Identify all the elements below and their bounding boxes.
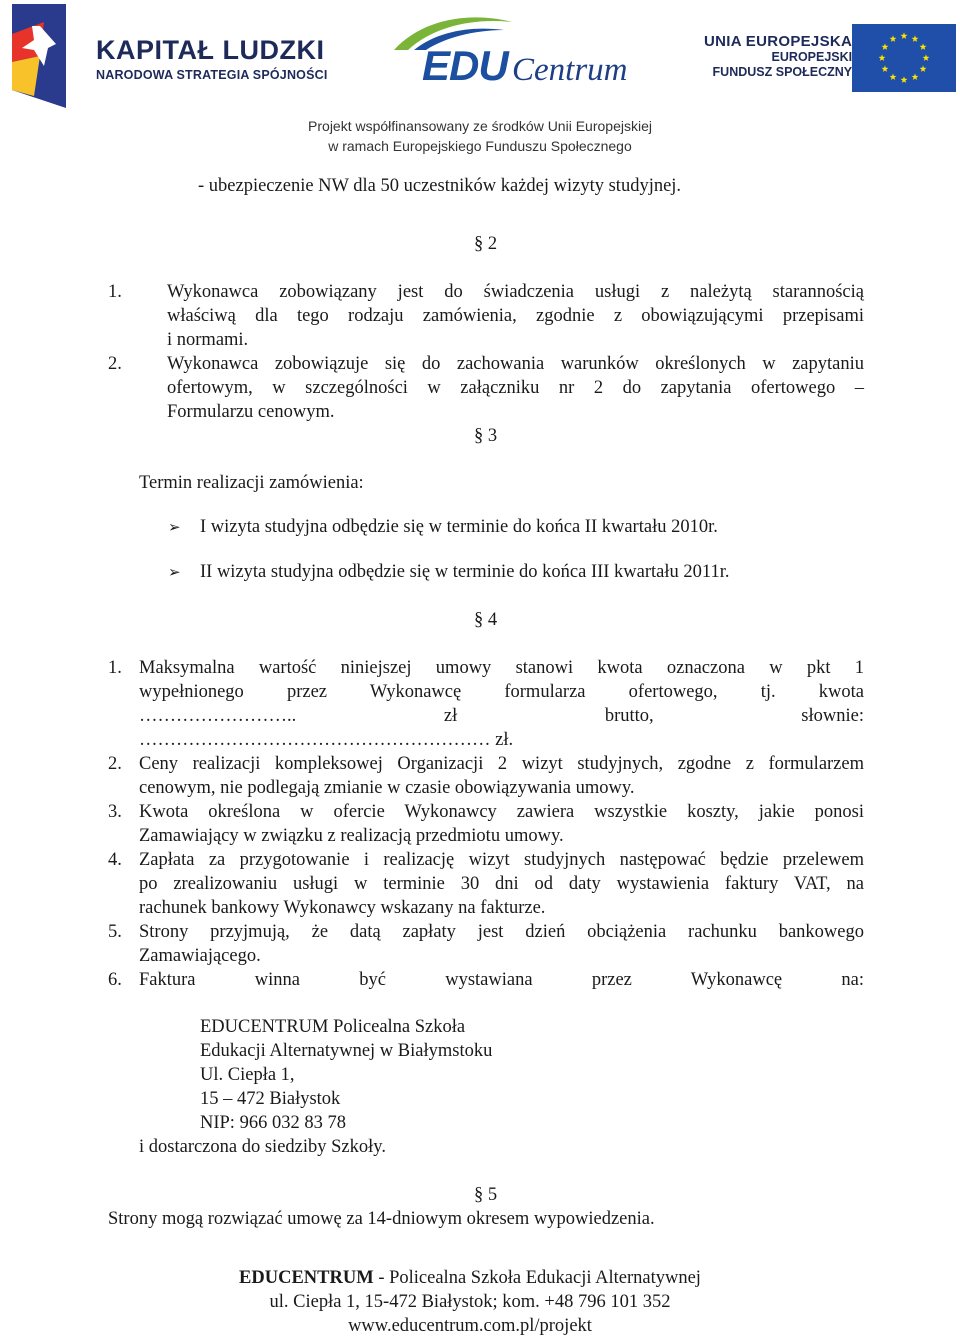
edu-brand-text: EDU — [422, 42, 508, 89]
s4-item4-line3: rachunek bankowy Wykonawcy wskazany na fakturze. — [139, 898, 546, 918]
eu-text — [704, 33, 852, 80]
section-5-heading: § 5 — [474, 1185, 498, 1205]
section-2-heading: § 2 — [474, 234, 498, 254]
s4-item2-number: 2. — [108, 754, 122, 774]
kapital-ludzki-title: KAPITAŁ LUDZKI — [96, 35, 325, 65]
arrow-bullet-icon: ➢ — [168, 518, 181, 536]
s4-item6-line1: Faktura winna być wystawiana przez Wykonawcę na: — [139, 970, 864, 990]
eu-flag-icon — [852, 24, 956, 92]
insurance-line: - ubezpieczenie NW dla 50 uczestników każdej wizyty studyjnej. — [198, 176, 682, 196]
s2-item1-number: 1. — [108, 282, 122, 302]
educentrum-logo — [384, 12, 644, 102]
s2-item1-line3: i normami. — [167, 330, 249, 350]
eu-fund-line1: EUROPEJSKI — [771, 50, 853, 64]
kapital-ludzki-subtitle: NARODOWA STRATEGIA SPÓJNOŚCI — [96, 68, 328, 82]
s4-item4-line1: Zapłata za przygotowanie i realizację wizyt studyjnych następować będzie przelewem — [139, 850, 864, 870]
address-line3: Ul. Ciepła 1, — [200, 1065, 295, 1085]
kapital-ludzki-logo — [4, 4, 92, 108]
footer-address: ul. Ciepła 1, 15-472 Białystok; kom. +48 796 101 352 — [269, 1292, 671, 1312]
footer-name — [0, 1266, 940, 1290]
arrow-bullet-icon: ➢ — [168, 563, 181, 581]
s3-bullet1: I wizyta studyjna odbędzie się w terminie do końca II kwartału 2010r. — [200, 517, 718, 537]
s4-item5-line2: Zamawiającego. — [139, 946, 261, 966]
project-line-2: w ramach Europejskiego Funduszu Społecznego — [328, 138, 632, 154]
s2-item1-line2: właściwą dla tego rodzaju zamówienia, zgodnie z obowiązującymi przepisami — [167, 306, 864, 326]
s4-item3-line1: Kwota określona w ofercie Wykonawcy zawiera wszystkie koszty, jakie ponosi — [139, 802, 864, 822]
address-line1: EDUCENTRUM Policealna Szkoła — [200, 1017, 466, 1037]
s4-item1-line1: Maksymalna wartość niniejszej umowy stanowi kwota oznaczona w pkt 1 — [139, 658, 864, 678]
address-line2: Edukacji Alternatywnej w Białymstoku — [200, 1041, 493, 1061]
s4-item4-number: 4. — [108, 850, 122, 870]
eu-fund-line2: FUNDUSZ SPOŁECZNY — [712, 65, 853, 79]
s4-item3-line2: Zamawiający w związku z realizacją przedmiotu umowy. — [139, 826, 564, 846]
footer-name-bold: EDUCENTRUM — [239, 1268, 374, 1288]
kapital-ludzki-text — [96, 36, 328, 82]
s4-item1-number: 1. — [108, 658, 122, 678]
project-line-1: Projekt współfinansowany ze środków Unii Europejskiej — [308, 118, 652, 134]
s4-item2-line1: Ceny realizacji kompleksowej Organizacji 2 wizyt studyjnych, zgodne z formularzem — [139, 754, 864, 774]
footer-name-rest: - Policealna Szkoła Edukacji Alternatywnej — [373, 1268, 701, 1288]
section-3-heading: § 3 — [474, 426, 498, 446]
s2-item2-number: 2. — [108, 354, 122, 374]
s3-bullet2: II wizyta studyjna odbędzie się w terminie do końca III kwartału 2011r. — [200, 562, 730, 582]
s3-intro: Termin realizacji zamówienia: — [139, 473, 364, 493]
page-header — [0, 0, 960, 165]
s5-text: Strony mogą rozwiązać umowę za 14-dniowym okresem wypowiedzenia. — [108, 1209, 655, 1229]
eu-title: UNIA EUROPEJSKA — [704, 33, 853, 50]
s2-item2-line2: ofertowym, w szczególności w załączniku nr 2 do zapytania ofertowego – — [167, 378, 864, 398]
section-4-heading: § 4 — [474, 610, 498, 630]
footer-website: www.educentrum.com.pl/projekt — [348, 1316, 592, 1336]
delivered-line: i dostarczona do siedziby Szkoły. — [139, 1137, 386, 1157]
address-nip: NIP: 966 032 83 78 — [200, 1113, 346, 1133]
s4-item1-line4: ………………………………………………… zł. — [139, 730, 514, 750]
s4-item1-line3: …………………….. zł brutto, słownie: — [139, 706, 864, 726]
s4-item4-line2: po zrealizowaniu usługi w terminie 30 dni od daty wystawienia faktury VAT, na — [139, 874, 864, 894]
s4-item3-number: 3. — [108, 802, 122, 822]
s4-item5-number: 5. — [108, 922, 122, 942]
s4-item5-line1: Strony przyjmują, że datą zapłaty jest dzień obciążenia rachunku bankowego — [139, 922, 864, 942]
s4-item2-line2: cenowym, nie podlegają zmianie w czasie obowiązywania umowy. — [139, 778, 635, 798]
s4-item6-number: 6. — [108, 970, 122, 990]
s2-item2-line1: Wykonawca zobowiązuje się do zachowania warunków określonych w zapytaniu — [167, 354, 864, 374]
s4-item1-line2: wypełnionego przez Wykonawcę formularza ofertowego, tj. kwota — [139, 682, 864, 702]
centrum-brand-text: Centrum — [512, 52, 628, 88]
address-line4: 15 – 472 Białystok — [200, 1089, 341, 1109]
s2-item1-line1: Wykonawca zobowiązany jest do świadczenia usługi z należytą starannością — [167, 282, 864, 302]
s2-item2-line3: Formularzu cenowym. — [167, 402, 335, 422]
